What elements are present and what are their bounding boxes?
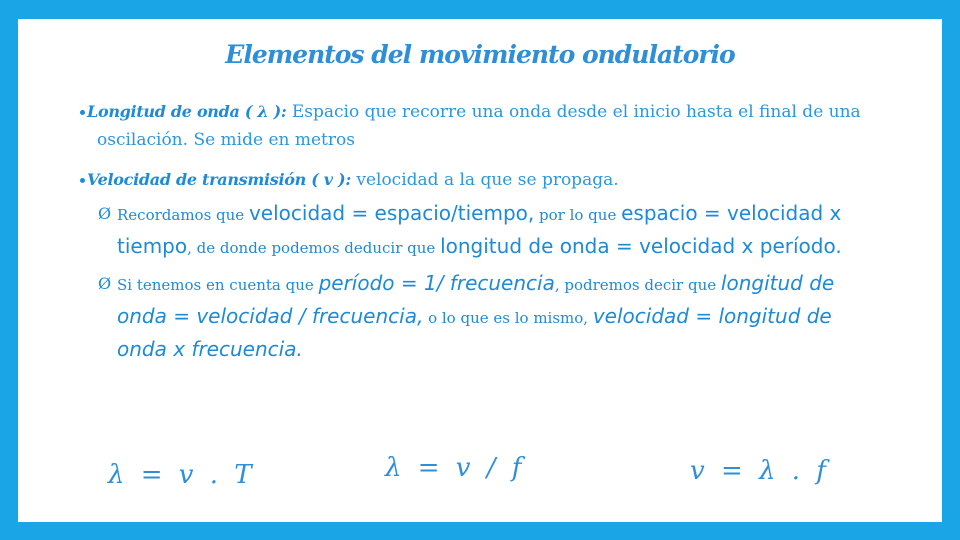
formula-text: velocidad = espacio/tiempo, xyxy=(248,201,535,225)
bullet-dot xyxy=(80,178,85,183)
formula-wavelength-frequency: λ = v / f xyxy=(385,453,526,483)
definition-velocidad: velocidad a la que se propaga. xyxy=(350,170,619,190)
sub-bullet-text xyxy=(103,198,909,264)
text: , podremos decir que xyxy=(554,276,721,294)
formula-text: onda x frecuencia. xyxy=(117,337,303,361)
formula-wavelength-period: λ = v . T xyxy=(108,460,256,490)
bullet-longitud-de-onda xyxy=(87,98,909,154)
text: , de donde podemos deducir que xyxy=(187,239,441,257)
sub-bullet-text xyxy=(103,268,909,366)
formula-text: período = 1/ frecuencia xyxy=(318,271,555,295)
formula-text: onda = velocidad / frecuencia, xyxy=(117,304,424,328)
formula-text: tiempo xyxy=(117,234,188,258)
text: Recordamos que xyxy=(117,206,249,224)
formula-text: velocidad = longitud de xyxy=(592,304,832,328)
term-longitud-de-onda: Longitud de onda ( λ ): xyxy=(87,102,287,121)
formula-text: longitud de onda = velocidad x período. xyxy=(440,234,842,258)
text: por lo que xyxy=(534,206,622,224)
bullet-line xyxy=(87,166,909,194)
arrow-bullet-icon: Ø xyxy=(98,274,112,293)
bullet-dot xyxy=(80,110,85,115)
sub-bullet-1 xyxy=(98,198,909,264)
term-velocidad: Velocidad de transmisión ( v ): xyxy=(87,170,351,189)
slide-title: Elementos del movimiento ondulatorio xyxy=(225,40,735,69)
slide-content xyxy=(87,98,909,366)
formula-text: longitud de xyxy=(720,271,835,295)
formula-velocity: v = λ . f xyxy=(690,456,830,486)
arrow-bullet-icon: Ø xyxy=(98,204,112,223)
text: Si tenemos en cuenta que xyxy=(117,276,319,294)
formula-text: espacio = velocidad x xyxy=(621,201,842,225)
definition-continuation: oscilación. Se mide en metros xyxy=(97,130,355,150)
definition-longitud-de-onda: Espacio que recorre una onda desde el inicio hasta el final de una xyxy=(286,102,861,122)
bullet-line xyxy=(87,98,909,126)
text: o lo que es lo mismo, xyxy=(423,309,593,327)
sub-bullet-2 xyxy=(98,268,909,366)
bullet-velocidad-de-transmision xyxy=(87,166,909,366)
